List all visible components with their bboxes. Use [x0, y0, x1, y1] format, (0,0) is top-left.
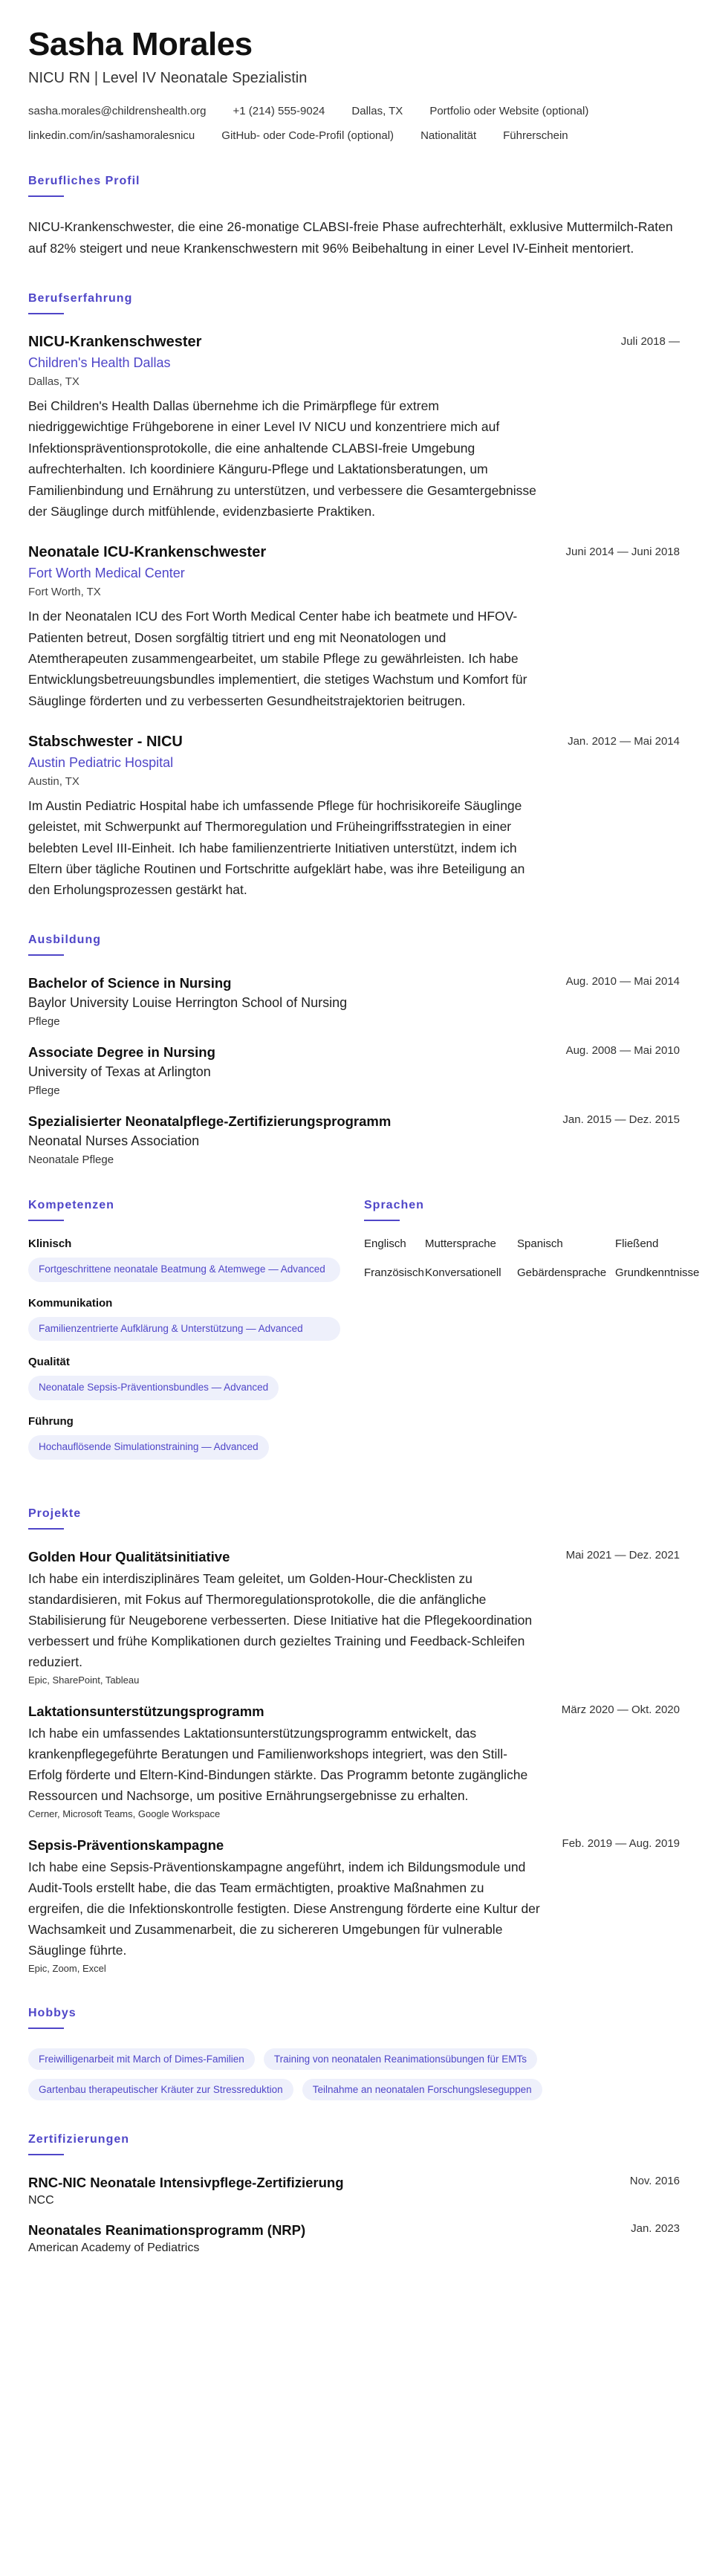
job-entry: [28, 544, 680, 711]
candidate-headline: NICU RN | Level IV Neonatale Spezialistin: [28, 70, 308, 87]
education-date: Aug. 2010 — Mai 2014: [565, 974, 680, 988]
job-date: Juli 2018 —: [620, 335, 680, 349]
job-description: Bei Children's Health Dallas übernehme ich die Primärpflege für extrem niedriggewichtige Frühgeborene in einer Level IV NICU und konzentriere mich auf Infektionspräventionsprotokolle, die eine anhaltende CLABSI-freie Umgebung aufrechterhalten. Ich koordiniere Känguru-Pflege und Laktationsberatungen, um Familienbindung und Ernährung zu unterstützen, und verbessere die Gesamtergebnisse der Säuglinge durch mitfühlende, evidenzbasierte Praktiken.: [28, 398, 536, 519]
contact-website[interactable]: Portfolio oder Website (optional): [429, 105, 589, 118]
project-description: Ich habe ein umfassendes Laktationsunterstützungsprogramm entwickelt, das krankenpflegegeführte Beratungen und Familienworkshops integriert, was den Still-Erfolg förderte und Eltern-Kind-Bindungen stärkte. Das Programm betonte zugängliche Ressourcen und Nachsorge, um positive Ernährungsergebnisse zu erhalten.: [28, 1726, 528, 1804]
resume-header: [28, 27, 680, 142]
certifications-section: [28, 2133, 680, 2255]
language-name: Französisch: [364, 1266, 424, 1279]
certification-entry: [28, 2175, 680, 2207]
project-title: Golden Hour Qualitätsinitiative: [28, 1549, 230, 1565]
skill-category: Führung: [28, 1415, 74, 1428]
contact-email[interactable]: sasha.morales@childrenshealth.org: [28, 105, 207, 118]
job-location: Fort Worth, TX: [28, 586, 101, 599]
section-heading: Berufserfahrung: [28, 292, 133, 305]
job-company: Children's Health Dallas: [28, 355, 171, 371]
section-divider: [28, 2028, 64, 2029]
job-title: NICU-Krankenschwester: [28, 334, 202, 351]
projects-section: [28, 1507, 680, 1974]
certification-issuer: American Academy of Pediatrics: [28, 2242, 200, 2255]
language-level: Konversationell: [425, 1266, 501, 1279]
job-description: In der Neonatalen ICU des Fort Worth Medical Center habe ich beatmete und HFOV-Patienten betreut, Dosen sorgfältig titriert und eng mit Neonatologen und Atemtherapeuten zusammengearbeitet, um stabile Pflege zu gewährleisten. Ich habe Entwicklungsbetreuungsbundles implementiert, die stetiges Wachstum und Komfort für Säuglinge förderten und zu verbesserten Gesundheitstrajektorien beitrugen.: [28, 609, 527, 708]
job-location: Austin, TX: [28, 774, 79, 788]
contact-list: [28, 105, 680, 142]
section-divider: [28, 1528, 64, 1530]
job-date: Juni 2014 — Juni 2018: [565, 546, 680, 559]
section-divider: [28, 954, 64, 956]
job-description: Im Austin Pediatric Hospital habe ich umfassende Pflege für hochrisikoreife Säuglinge geleistet, mit Schwerpunkt auf Thermoregulation und Früheingriffsstrategien in einer belebten Level III-Einheit. Ich habe familienzentrierte Initiativen unterstützt, indem ich Eltern über tägliche Routinen und Fortschritte aufgeklärt habe, was ihre Beteiligung an den Erholungsprozessen gestärkt hat.: [28, 797, 525, 898]
job-company: Fort Worth Medical Center: [28, 566, 185, 581]
project-entry: [28, 1837, 680, 1974]
job-location: Dallas, TX: [28, 375, 79, 389]
certification-date: Jan. 2023: [631, 2222, 680, 2236]
section-heading: Berufliches Profil: [28, 175, 140, 188]
job-entry: [28, 734, 680, 901]
education-school: Baylor University Louise Herrington School of Nursing: [28, 994, 348, 1010]
skill-group: [28, 1297, 364, 1342]
skill-group: [28, 1415, 364, 1460]
skill-group: [28, 1237, 364, 1282]
language-level: Fließend: [615, 1237, 659, 1250]
section-heading: Sprachen: [364, 1198, 424, 1211]
job-title: Stabschwester - NICU: [28, 733, 183, 750]
section-heading: Zertifizierungen: [28, 2133, 130, 2146]
profile-summary: NICU-Krankenschwester, die eine 26-monatige CLABSI-freie Phase aufrechterhält, exklusive Muttermilch-Raten auf 82% steigert und neue Krankenschwestern mit 96% Beibehaltung in einer Level IV-Einheit mentoriert.: [28, 219, 673, 256]
section-divider: [28, 313, 64, 314]
skill-chip: Neonatale Sepsis-Präventionsbundles — Advanced: [28, 1376, 279, 1400]
hobbies-section: [28, 2007, 680, 2100]
language-name: Gebärdensprache: [517, 1266, 607, 1279]
job-company: Austin Pediatric Hospital: [28, 754, 174, 770]
contact-phone[interactable]: +1 (214) 555-9024: [233, 105, 325, 118]
education-field: Neonatale Pflege: [28, 1153, 114, 1166]
certification-entry: [28, 2222, 680, 2255]
education-date: Jan. 2015 — Dez. 2015: [562, 1113, 680, 1126]
project-date: Mai 2021 — Dez. 2021: [565, 1549, 680, 1562]
project-title: Sepsis-Präventionskampagne: [28, 1837, 224, 1854]
hobby-chip: Training von neonatalen Reanimationsübungen für EMTs: [264, 2048, 537, 2070]
section-divider: [28, 195, 64, 197]
education-field: Pflege: [28, 1014, 60, 1028]
project-description: Ich habe ein interdisziplinäres Team geleitet, um Golden-Hour-Checklisten zu standardisieren, mit Fokus auf Thermoregulationsprotokolle, die die anfängliche Stabilisierung für Neugeborene verbesserten. Diese Initiative hat die Pflegekoordination verbessert und frühe Komplikationen durch gezieltes Training und Feedback-Schleifen reduziert.: [28, 1571, 533, 1670]
job-entry: [28, 334, 680, 522]
contact-nationality: Nationalität: [420, 129, 477, 143]
project-tools: Epic, SharePoint, Tableau: [28, 1674, 140, 1686]
section-divider: [364, 1220, 400, 1221]
section-divider: [28, 1220, 64, 1221]
education-degree: Associate Degree in Nursing: [28, 1043, 215, 1060]
section-divider: [28, 2154, 64, 2155]
project-entry: [28, 1703, 680, 1819]
education-school: Neonatal Nurses Association: [28, 1133, 200, 1148]
language-level: Grundkenntnisse: [615, 1266, 700, 1279]
section-heading: Kompetenzen: [28, 1198, 114, 1211]
section-heading: Ausbildung: [28, 933, 101, 946]
candidate-name: Sasha Morales: [28, 26, 253, 62]
certification-name: RNC-NIC Neonatale Intensivpflege-Zertifizierung: [28, 2175, 344, 2191]
education-entry: [28, 1113, 680, 1166]
hobby-chip: Gartenbau therapeutischer Kräuter zur Stressreduktion: [28, 2079, 293, 2100]
education-section: [28, 933, 680, 1166]
certification-issuer: NCC: [28, 2194, 54, 2207]
language-level: Muttersprache: [425, 1237, 496, 1250]
language-name: Englisch: [364, 1237, 406, 1250]
skill-category: Qualität: [28, 1356, 70, 1369]
skill-category: Klinisch: [28, 1237, 72, 1250]
language-list: [364, 1237, 700, 1279]
language-name: Spanisch: [517, 1237, 563, 1250]
education-degree: Spezialisierter Neonatalpflege-Zertifizierungsprogramm: [28, 1113, 392, 1129]
skill-chip: Hochauflösende Simulationstraining — Advanced: [28, 1435, 269, 1460]
skill-category: Kommunikation: [28, 1296, 113, 1310]
project-date: März 2020 — Okt. 2020: [561, 1703, 680, 1717]
certification-name: Neonatales Reanimationsprogramm (NRP): [28, 2222, 306, 2239]
hobby-list: [28, 2048, 608, 2100]
education-field: Pflege: [28, 1084, 60, 1097]
skill-chip: Fortgeschrittene neonatale Beatmung & Atemwege — Advanced: [28, 1258, 340, 1282]
job-title: Neonatale ICU-Krankenschwester: [28, 544, 267, 561]
section-heading: Hobbys: [28, 2007, 77, 2020]
project-tools: Cerner, Microsoft Teams, Google Workspace: [28, 1808, 221, 1820]
skill-group: [28, 1356, 364, 1400]
education-school: University of Texas at Arlington: [28, 1064, 211, 1079]
education-entry: [28, 1044, 680, 1097]
hobby-chip: Teilnahme an neonatalen Forschungsleseguppen: [302, 2079, 542, 2100]
contact-github[interactable]: GitHub- oder Code-Profil (optional): [221, 129, 394, 143]
education-entry: [28, 975, 680, 1028]
skills-languages-row: [28, 1198, 700, 1475]
certification-date: Nov. 2016: [629, 2175, 680, 2188]
project-date: Feb. 2019 — Aug. 2019: [562, 1837, 680, 1851]
contact-linkedin[interactable]: linkedin.com/in/sashamoralesnicu: [28, 129, 195, 143]
project-description: Ich habe eine Sepsis-Präventionskampagne angeführt, indem ich Bildungsmodule und Audit-Tools erstellt habe, die das Team ermächtigten, proaktive Maßnahmen zu ergreifen, die die Infektionskontrolle festigten. Diese Anstrengung förderte eine Kultur der Wachsamkeit und Zusammenarbeit, die zu sichereren Umgebungen für vulnerable Säuglinge führte.: [28, 1860, 540, 1958]
skills-section: [28, 1199, 364, 1475]
profile-section: [28, 175, 680, 259]
education-degree: Bachelor of Science in Nursing: [28, 974, 232, 991]
contact-location: Dallas, TX: [351, 105, 403, 118]
project-entry: [28, 1549, 680, 1686]
job-date: Jan. 2012 — Mai 2014: [568, 734, 680, 748]
education-date: Aug. 2008 — Mai 2010: [565, 1043, 680, 1057]
project-title: Laktationsunterstützungsprogramm: [28, 1703, 264, 1720]
project-tools: Epic, Zoom, Excel: [28, 1963, 106, 1975]
experience-section: [28, 292, 680, 901]
skill-chip: Familienzentrierte Aufklärung & Unterstützung — Advanced: [28, 1317, 340, 1342]
languages-section: [364, 1198, 700, 1475]
section-heading: Projekte: [28, 1507, 82, 1521]
contact-drivers-license: Führerschein: [503, 129, 568, 143]
hobby-chip: Freiwilligenarbeit mit March of Dimes-Familien: [28, 2048, 255, 2070]
